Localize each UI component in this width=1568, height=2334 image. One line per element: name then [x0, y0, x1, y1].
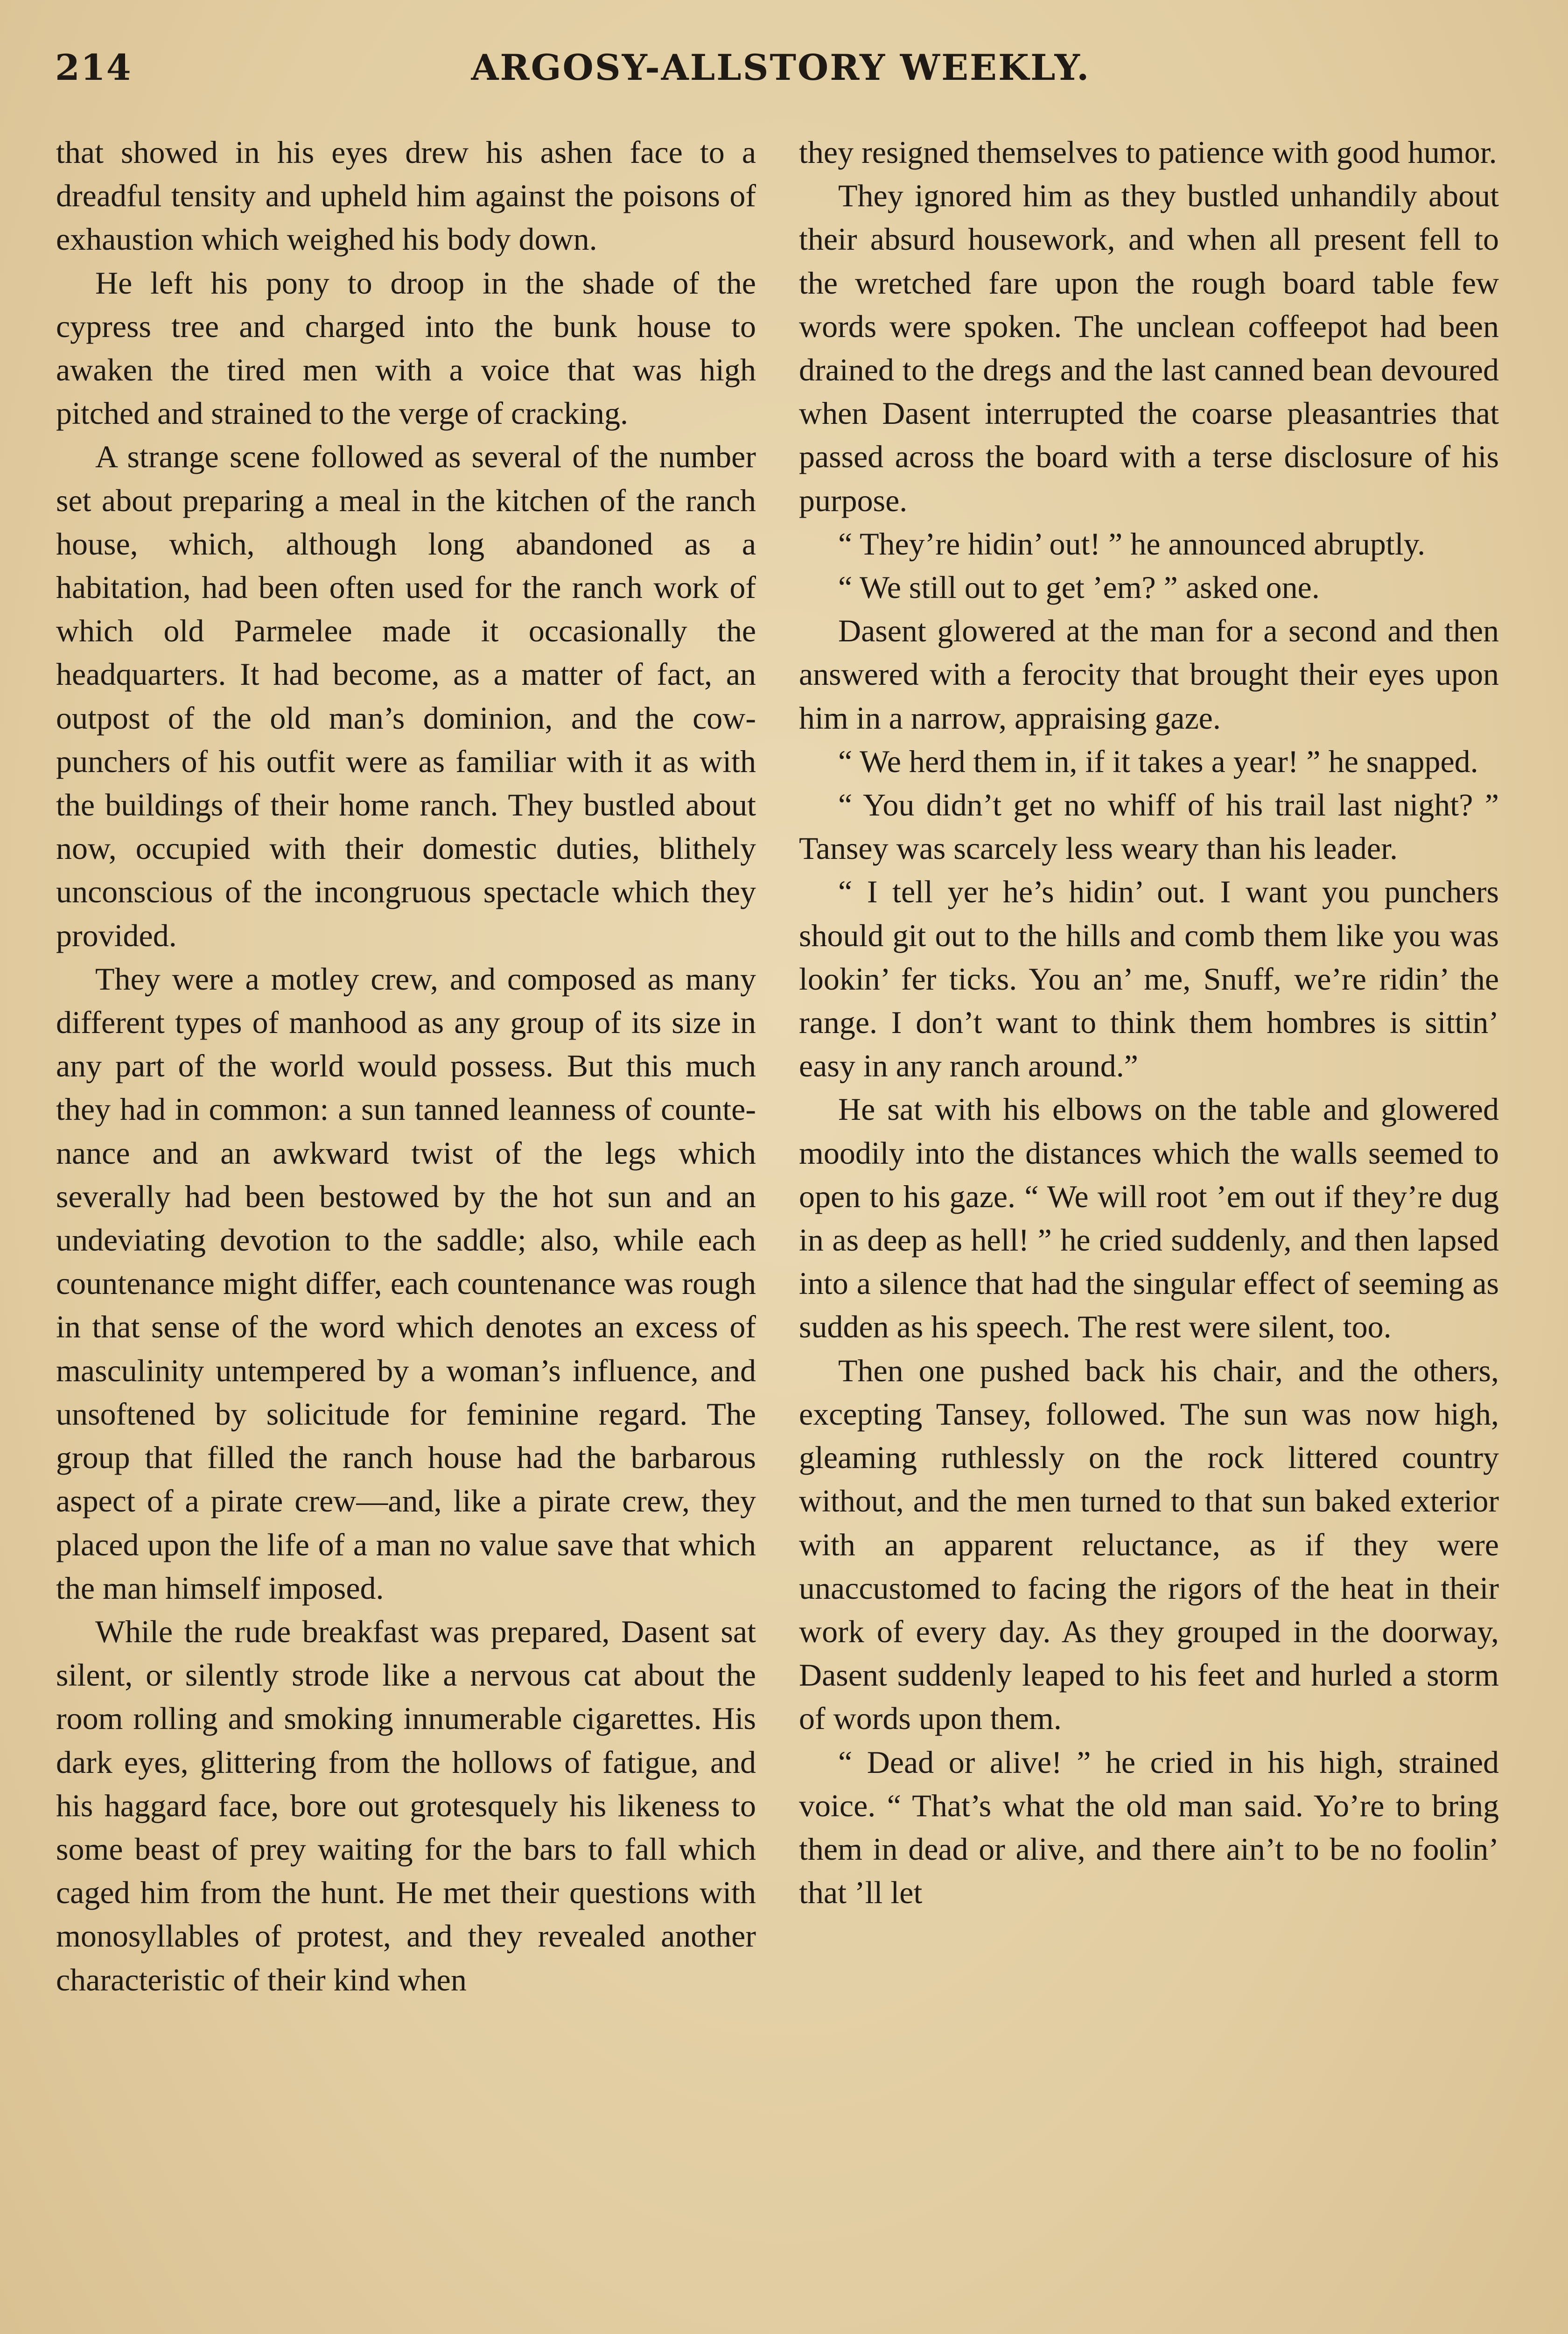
paragraph: While the rude breakfast was prepared, Dasent sat silent, or silently strode like a nervous cat about the room rolling and smoking innumerable cigarettes. His dark eyes, glittering from the hollows of fatigue, and his haggard face, bore out grotesquely his likeness to some beast of prey waiting for the bars to fall which caged him from the hunt. He met their questions with monosyllables of protest, and they revealed another characteristic of their kind when [56, 1613, 756, 1997]
page-header [55, 47, 1506, 98]
paragraph: Dasent glowered at the man for a second and then answered with a ferocity that brought their eyes upon him in a narrow, appraising gaze. [799, 613, 1499, 736]
paragraph: “ You didn’t get no whiff of his trail last night? ” Tansey was scarcely less weary than his leader. [799, 787, 1499, 866]
paragraph: “ Dead or alive! ” he cried in his high, strained voice. “ That’s what the old man said. Yo’re to bring them in dead or alive, and there ain’t to be no foolin’ that ’ll let [799, 1744, 1499, 1911]
paragraph: They were a motley crew, and composed as many different types of manhood as any group of its size in any part of the world would possess. But this much they had in common: a sun tanned leanness of countenance and an awkward twist of the legs which severally had been bestowed by the hot sun and an undeviating devotion to the saddle; also, while each countenance might differ, each countenance was rough in that sense of the word which denotes an excess of masculinity untempered by a woman’s influence, and unsoftened by solicitude for feminine regard. The group that filled the ranch house had the barbarous aspect of a pirate crew—and, like a pirate crew, they placed upon the life of a man no value save that which the man himself imposed. [56, 961, 756, 1606]
paragraph: “ They’re hidin’ out! ” he announced abruptly. [838, 526, 1426, 562]
paragraph: “ We still out to get ’em? ” asked one. [838, 569, 1320, 605]
paragraph: He left his pony to droop in the shade of the cypress tree and charged into the bunk house to awaken the tired men with a voice that was high pitched and strained to the verge of cracking. [56, 265, 756, 431]
paragraph: they resigned themselves to patience with good humor. [799, 134, 1497, 170]
page-number: 214 [55, 47, 132, 88]
paragraph: A strange scene followed as several of the number set about preparing a meal in the kitchen of the ranch house, which, although long abandoned as a habitation, had been often used for the ranch work of which old Parmelee made it occasionally the headquarters. It had become, as a matter of fact, an outpost of the old man’s dominion, and the cow-punchers of his outfit were as familiar with it as with the buildings of their home ranch. They bustled about now, occupied with their domestic duties, blithely unconscious of the incongruous spectacle which they provided. [56, 439, 756, 953]
paragraph: Then one pushed back his chair, and the others, excepting Tansey, followed. The sun was now high, gleaming ruthlessly on the rock littered country without, and the men turned to that sun baked exterior with an apparent reluctance, as if they were unaccustomed to facing the rigors of the heat in their work of every day. As they grouped in the doorway, Dasent suddenly leaped to his feet and hurled a storm of words upon them. [799, 1352, 1499, 1736]
paragraph: “ We herd them in, if it takes a year! ” he snapped. [838, 743, 1478, 779]
left-column [56, 131, 756, 2334]
paragraph: “ I tell yer he’s hidin’ out. I want you punchers should git out to the hills and comb them like you was lookin’ fer ticks. You an’ me, Snuff, we’re ridin’ the range. I don’t want to think them hombres is sittin’ easy in any ranch around.” [799, 874, 1499, 1084]
paragraph: that showed in his eyes drew his ashen face to a dreadful tensity and upheld him against the poisons of exhaustion which weighed his body down. [56, 134, 756, 257]
paragraph: He sat with his elbows on the table and glowered moodily into the distances which the walls seemed to open to his gaze. “ We will root ’em out if they’re dug in as deep as hell! ” he cried suddenly, and then lapsed into a silence that had the singular effect of seeming as sudden as his speech. The rest were silent, too. [799, 1091, 1499, 1345]
paragraph: They ignored him as they bustled unhandily about their absurd housework, and when all present fell to the wretched fare upon the rough board table few words were spoken. The unclean coffeepot had been drained to the dregs and the last canned bean devoured when Dasent interrupted the coarse pleasantries that passed across the board with a terse disclosure of his purpose. [799, 178, 1499, 518]
right-column [799, 131, 1499, 2334]
running-head: ARGOSY-ALLSTORY WEEKLY. [471, 47, 1091, 88]
